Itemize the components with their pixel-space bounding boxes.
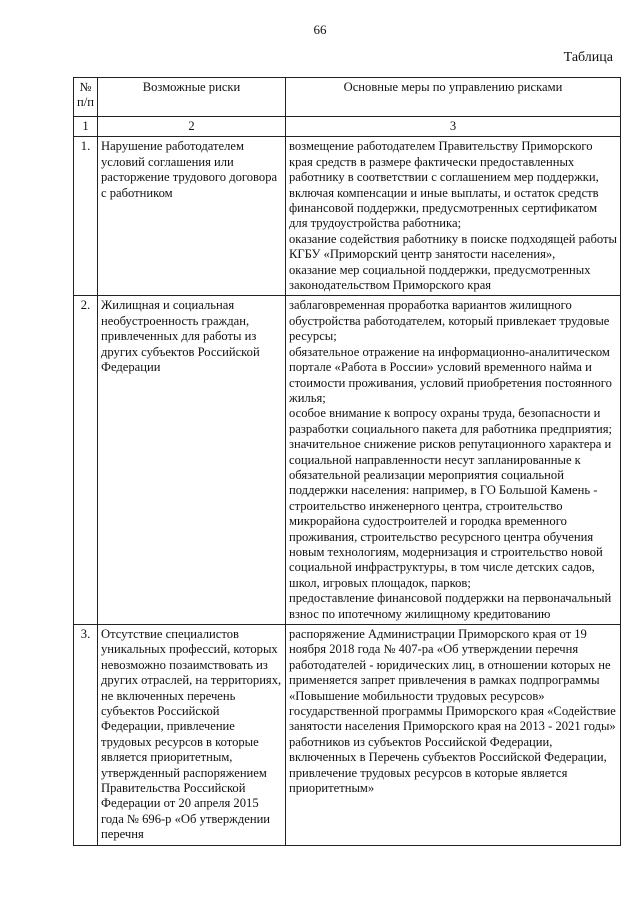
header-row — [74, 78, 621, 117]
measure-item: предоставление финансовой поддержки на первоначальный взнос по ипотечному жилищному кредитованию — [289, 591, 612, 621]
column-number: 3 — [286, 117, 621, 137]
table-caption: Таблица — [563, 50, 613, 65]
risks-table — [73, 77, 621, 846]
measure-item: заблаговременная проработка вариантов жилищного обустройства работодателем, который привлекает трудовые ресурсы; — [289, 298, 610, 344]
header-measures: Основные меры по управлению рисками — [286, 78, 621, 117]
column-number-row — [74, 117, 621, 137]
row-number: 2. — [74, 296, 98, 625]
measures-cell — [286, 625, 621, 846]
risk-text: Жилищная и социальная необустроенность граждан, привлеченных для работы из других субъектов Российской Федерации — [101, 298, 260, 375]
header-num: № п/п — [74, 78, 98, 117]
page-number: 66 — [313, 22, 327, 37]
column-number: 1 — [74, 117, 98, 137]
risk-cell — [98, 625, 286, 846]
risk-text: Нарушение работодателем условий соглашения или расторжение трудового договора с работником — [101, 139, 278, 200]
measure-item: значительное снижение рисков репутационного характера и социальной направленности несут запланированные к обязательной реализации мероприятия социальной поддержки населения: например, в ГО Большой Камень - строительство инженерного центра, строительство микрорайона судостроителей и городка временного проживания, строительство ресурсного центра обучения новым технологиям, модернизация и строительство новой социальной инфраструктуры, в том числе детских садов, школ, игровых площадок, парков; — [289, 437, 612, 590]
column-number: 2 — [98, 117, 286, 137]
row-number: 1. — [74, 137, 98, 296]
risk-cell — [98, 296, 286, 625]
header-risks: Возможные риски — [98, 78, 286, 117]
row-number: 3. — [74, 625, 98, 846]
measure-item: возмещение работодателем Правительству Приморского края средств в размере фактически предоставленных работнику в соответствии с соглашением мер поддержки, включая компенсации и иные выплаты, и остаток средств финансовой поддержки, предусмотренных сертификатом для трудоустройства работника; — [289, 139, 599, 231]
measures-cell — [286, 296, 621, 625]
risk-text: Отсутствие специалистов уникальных профессий, которых невозможно позаимствовать из других отраслей, на территориях, не включенных перечень субъектов Российской Федерации, привлечение трудовых ресурсов в которые является приоритетным, утвержденный распоряжением Правительства Российской Федерации от 20 апреля 2015 года № 696-р «Об утверждении перечня — [101, 627, 282, 842]
table-row — [74, 625, 621, 846]
table-row — [74, 296, 621, 625]
measure-item: обязательное отражение на информационно-аналитическом портале «Работа в России» условий временного найма и стоимости проживания, условий приобретения постоянного жилья; — [289, 344, 612, 405]
measure-item: распоряжение Администрации Приморского края от 19 ноября 2018 года № 407-ра «Об утверждении перечня работодателей - юридических лиц, в отношении которых не применяется запрет привлечения в рамках подпрограммы «Повышение мобильности трудовых ресурсов» государственной программы Приморского края «Содействие занятости населения Приморского края на 2013 - 2021 годы» работников из субъектов Российской Федерации, включенных в Перечень субъектов Российской Федерации, привлечение трудовых ресурсов в которые является приоритетным» — [289, 627, 616, 796]
measures-cell — [286, 137, 621, 296]
table-row — [74, 137, 621, 296]
measure-item: оказание содействия работнику в поиске подходящей работы КГБУ «Приморский центр занятости населения», — [289, 231, 617, 262]
risk-cell — [98, 137, 286, 296]
measure-item: оказание мер социальной поддержки, предусмотренных законодательством Приморского края — [289, 262, 591, 293]
measure-item: особое внимание к вопросу охраны труда, безопасности и разработки социального пакета для работника предприятия; — [289, 406, 613, 436]
